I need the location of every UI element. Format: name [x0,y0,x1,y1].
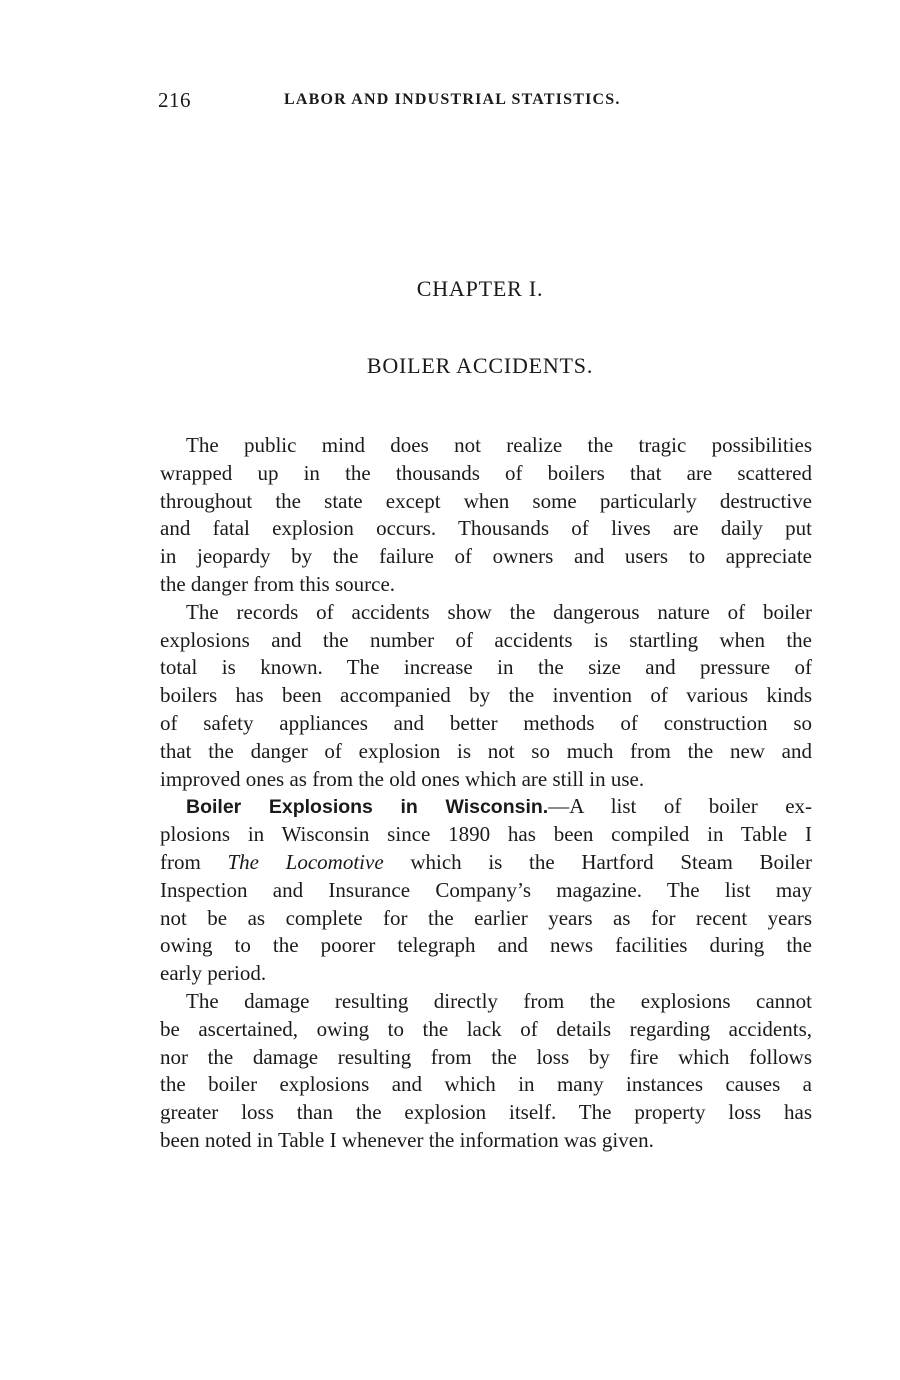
text-line: The damage resulting directly from the explosions cannot [186,988,812,1013]
text-line: improved ones as from the old ones which are still in use. [160,766,645,791]
text-line: and fatal explosion occurs. Thousands of lives are daily put [160,516,812,541]
chapter-title: BOILER ACCIDENTS. [366,353,594,378]
side-heading: Boiler Explosions in Wisconsin. [186,796,549,819]
text-line: of safety appliances and better methods of construction so [160,710,812,735]
text-line: owing to the poorer telegraph and news facilities during the [160,933,812,958]
text-line: Inspection and Insurance Company’s magazine. The list may [160,877,812,902]
text-line: early period. [160,961,267,986]
text-line: greater loss than the explosion itself. The property loss has [160,1100,812,1125]
text-line: the danger from this source. [160,571,396,596]
text-line: explosions and the number of accidents is startling when the [160,627,812,652]
chapter-number: CHAPTER I. [416,276,544,301]
text-line: The public mind does not realize the tragic possibilities [186,433,812,457]
text-line: in jeopardy by the failure of owners and users to appreciate [160,544,812,569]
text-line: be ascertained, owing to the lack of details regarding accidents, [160,1016,812,1041]
text-line: boilers has been accompanied by the invention of various kinds [160,683,812,708]
publication-title: The Locomotive [227,849,384,874]
page-number: 216 [158,88,191,112]
text-line: been noted in Table I whenever the information was given. [160,1127,654,1152]
text-line: wrapped up in the thousands of boilers that are scattered [160,460,812,485]
text-fragment: —A list of boiler ex- [548,794,813,819]
text-line [160,849,812,877]
paragraph-3 [160,793,812,988]
text-line [160,793,812,821]
text-fragment: from [160,849,228,874]
text-line: The records of accidents show the dangerous nature of boiler [186,599,812,624]
text-line: that the danger of explosion is not so much from the new and [160,738,812,763]
text-line: plosions in Wisconsin since 1890 has been compiled in Table I [160,822,812,847]
paragraph-4 [160,988,812,1155]
text-line: total is known. The increase in the size and pressure of [160,655,812,680]
running-title: LABOR AND INDUSTRIAL STATISTICS. [284,91,621,108]
text-line: throughout the state except when some particularly destructive [160,488,812,513]
text-line: the boiler explosions and which in many instances causes a [160,1072,812,1097]
paragraph-2 [160,599,812,794]
text-line: nor the damage resulting from the loss by fire which follows [160,1044,812,1069]
text-line: not be as complete for the earlier years as for recent years [160,905,812,930]
text-fragment: which is the Hartford Steam Boiler [383,849,812,874]
paragraph-1 [160,432,812,599]
body-text [160,432,812,1155]
